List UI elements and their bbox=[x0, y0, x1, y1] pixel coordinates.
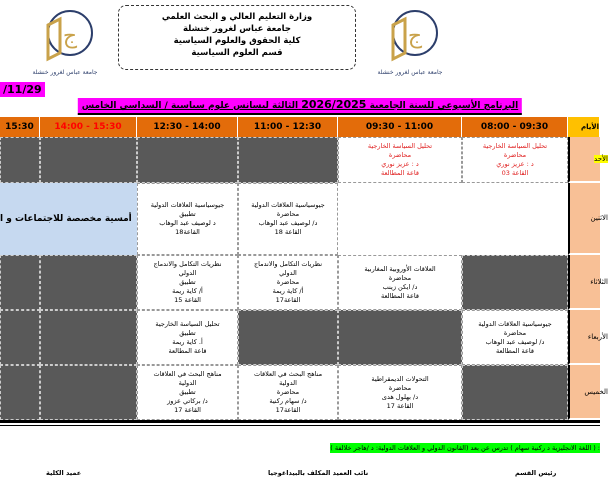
remote-course-note: : ( اللغة الانجليزية د ركنية سهام ) تدرس عن بعد (القانون الدولي و العلاقات الدولية: د /هاجر خلالفة ) bbox=[330, 444, 600, 452]
session-line: قاعة المطالعة bbox=[381, 291, 419, 300]
blocked-slot bbox=[0, 365, 40, 420]
session-line: قاعة المطالعة bbox=[168, 346, 207, 355]
signature-dean: عميد الكلية bbox=[46, 469, 82, 477]
session-line: تطبيق bbox=[179, 278, 196, 286]
session-line: تحليل السياسة الخارجية bbox=[155, 319, 220, 328]
session-line: نظريات التكامل والاندماج bbox=[153, 260, 222, 268]
session-line: مناهج البحث في العلاقات bbox=[253, 370, 323, 378]
session-line: العلاقات الأوروبية المغاربية bbox=[364, 264, 436, 273]
day-name: الأربعاء bbox=[587, 332, 608, 341]
session-line: أ. كاية ريمة bbox=[172, 337, 203, 346]
class-session bbox=[462, 137, 568, 183]
department: قسم العلوم السياسية bbox=[191, 48, 283, 58]
session-line: تحليل السياسة الخارجية bbox=[367, 142, 433, 150]
session-line: القاعة 17 bbox=[174, 406, 201, 414]
empty-slot bbox=[462, 183, 568, 255]
time-slot-header: 15:30 bbox=[0, 117, 40, 137]
session-line: محاضرة bbox=[276, 388, 300, 396]
session-line: د/ لوصيف عبد الوهاب bbox=[485, 337, 545, 346]
session-line: القاعة17 bbox=[275, 406, 301, 414]
session-line: د لوصيف عبد الوهاب bbox=[159, 219, 216, 227]
title-part: الثالثة ليسانس علوم سياسية / السداسي الخامس bbox=[81, 101, 299, 111]
class-session bbox=[238, 365, 338, 420]
session-line: د/ ايكن زينب bbox=[382, 282, 418, 291]
session-line: د/ بركاتي عزوز bbox=[167, 397, 208, 405]
day-label bbox=[568, 365, 608, 420]
university-logo-left bbox=[30, 5, 100, 77]
class-session bbox=[238, 255, 338, 310]
class-session bbox=[338, 255, 462, 310]
class-session bbox=[137, 255, 238, 310]
meeting-afternoon bbox=[0, 183, 137, 255]
blocked-slot bbox=[462, 365, 568, 420]
blocked-slot bbox=[137, 137, 238, 183]
session-line: تطبيق bbox=[179, 388, 196, 396]
session-line: محاضرة bbox=[276, 278, 300, 286]
time-slot-header: 08:00 - 09:30 bbox=[462, 117, 568, 137]
blocked-slot bbox=[0, 255, 40, 310]
session-line: القاعة18 bbox=[175, 228, 200, 236]
days-header: الأيام bbox=[568, 117, 600, 137]
class-session bbox=[338, 137, 462, 183]
day-label bbox=[568, 137, 608, 183]
blocked-slot bbox=[40, 365, 137, 420]
session-line: محاضرة bbox=[388, 383, 412, 392]
class-session bbox=[137, 310, 238, 365]
session-line: القاعة 17 bbox=[386, 401, 414, 410]
table-bottom-border bbox=[0, 420, 600, 423]
class-session bbox=[462, 310, 568, 365]
session-line: الدولي bbox=[279, 269, 297, 277]
session-line: محاضرة bbox=[276, 210, 300, 218]
schedule-title bbox=[78, 98, 522, 115]
svg-text:ج: ج bbox=[407, 24, 423, 49]
session-line: القاعة 15 bbox=[174, 296, 201, 304]
session-line: أمسية مخصصة للاجتماعات و ا bbox=[0, 213, 132, 224]
blocked-slot bbox=[338, 310, 462, 365]
session-line: محاضرة bbox=[503, 151, 527, 159]
session-line: د/ لوصيف عبد الوهاب bbox=[258, 219, 318, 227]
class-session bbox=[137, 365, 238, 420]
session-line: نظريات التكامل والاندماج bbox=[253, 260, 323, 268]
session-line: تحليل السياسة الخارجية bbox=[482, 142, 548, 150]
day-label bbox=[568, 183, 608, 255]
day-name: الخميس bbox=[584, 387, 608, 396]
session-line: تطبيق bbox=[179, 210, 196, 218]
day-label bbox=[568, 310, 608, 365]
session-line: جيوسياسية العلاقات الدولية bbox=[478, 319, 552, 328]
session-line: قاعة المطالعة bbox=[381, 169, 419, 177]
session-line: د : عزيز نوري bbox=[381, 160, 419, 168]
day-label bbox=[568, 255, 608, 310]
session-line: الدولية bbox=[178, 379, 197, 387]
blocked-slot bbox=[238, 137, 338, 183]
session-line: التحولات الديمقراطية bbox=[371, 374, 429, 383]
logo-text: جامعة عباس لغرور خنشلة bbox=[377, 69, 443, 76]
blocked-slot bbox=[462, 255, 568, 310]
session-line: قاعة المطالعة bbox=[496, 346, 534, 355]
session-line: جيوسياسية العلاقات الدولية bbox=[150, 201, 225, 209]
session-line: د : عزيز نوري bbox=[496, 160, 534, 168]
session-line: محاضرة bbox=[388, 151, 412, 159]
session-line: القاعة 03 bbox=[501, 169, 529, 177]
session-line: د/ سهام ركنية bbox=[269, 397, 307, 405]
day-name: الثلاثاء bbox=[590, 277, 608, 286]
signature-vice-dean: نائب العميد المكلف بالبيداغوجيا bbox=[268, 469, 369, 477]
class-session bbox=[137, 183, 238, 255]
session-line: الدولي bbox=[178, 269, 197, 277]
class-session bbox=[238, 183, 338, 255]
blocked-slot bbox=[238, 310, 338, 365]
time-slot-header: 11:00 - 12:30 bbox=[238, 117, 338, 137]
ministry: وزارة التعليم العالي و البحث العلمي bbox=[161, 12, 313, 22]
class-session bbox=[338, 365, 462, 420]
session-line: تطبيق bbox=[179, 328, 196, 337]
session-line: الدولية bbox=[279, 379, 297, 387]
session-line: أ/ كاية ريمة bbox=[172, 287, 203, 295]
university-logo-right bbox=[375, 5, 445, 77]
date-label: /11/29 bbox=[0, 82, 45, 97]
session-line: د/ بهلول هدى bbox=[381, 392, 419, 401]
day-name: الاثنين bbox=[590, 214, 608, 222]
session-line: أ/ كاية ريمة bbox=[272, 287, 304, 295]
session-line: جيوسياسية العلاقات الدولية bbox=[251, 201, 325, 209]
signature-department-head: رئيس القسم bbox=[515, 469, 557, 477]
university: جامعة عباس لغرور خنشلة bbox=[183, 24, 291, 34]
blocked-slot bbox=[0, 137, 40, 183]
blocked-slot bbox=[0, 310, 40, 365]
logo-text: جامعة عباس لغرور خنشلة bbox=[32, 69, 98, 76]
time-slot-header: 12:30 - 14:00 bbox=[137, 117, 238, 137]
blocked-slot bbox=[40, 310, 137, 365]
time-slot-header: 09:30 - 11:00 bbox=[338, 117, 462, 137]
time-slot-header: 14:00 - 15:30 bbox=[40, 117, 137, 137]
session-line: محاضرة bbox=[503, 328, 527, 337]
day-name: الأحد bbox=[594, 155, 608, 163]
session-line: القاعة17 bbox=[275, 296, 301, 304]
faculty: كلية الحقوق والعلوم السياسية bbox=[173, 36, 301, 46]
session-line: محاضرة bbox=[388, 273, 412, 282]
blocked-slot bbox=[40, 137, 137, 183]
svg-text:ج: ج bbox=[62, 24, 78, 49]
session-line: القاعة 18 bbox=[274, 228, 302, 236]
blocked-slot bbox=[40, 255, 137, 310]
empty-slot bbox=[338, 183, 462, 255]
divider bbox=[0, 425, 600, 426]
academic-year: 2026/2025 bbox=[301, 98, 367, 111]
title-part: البرنامج الأسبوعي للسنة الجامعية bbox=[369, 101, 519, 111]
session-line: مناهج البحث في العلاقات bbox=[153, 370, 222, 378]
institution-header bbox=[118, 5, 356, 70]
